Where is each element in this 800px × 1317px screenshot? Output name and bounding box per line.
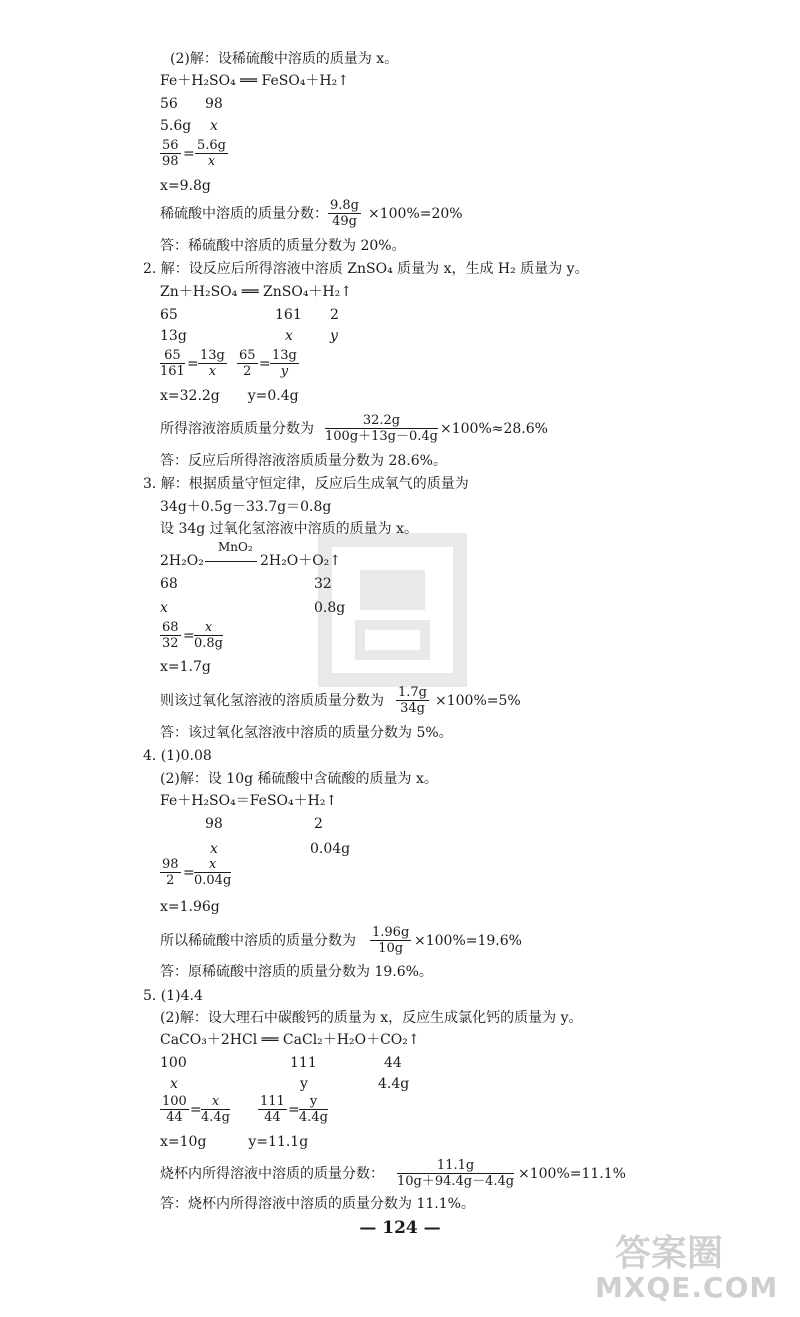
p1-value-fe: 5.6g bbox=[160, 118, 192, 134]
p3-fraction-equals: = bbox=[183, 628, 195, 644]
p2-answer: 答：反应后所得溶液溶质质量分数为 28.6%。 bbox=[160, 453, 447, 469]
frac-den: y bbox=[280, 364, 289, 379]
p1-value-x: x bbox=[210, 118, 218, 134]
frac-num: 111 bbox=[260, 1094, 285, 1109]
p4-fraction-right bbox=[194, 857, 231, 888]
p1-answer: 答：稀硫酸中溶质的质量分数为 20%。 bbox=[160, 238, 406, 254]
p2-mass-zn: 65 bbox=[160, 307, 178, 323]
p3-mass-h2o2: 68 bbox=[160, 576, 178, 592]
p3-result: x=1.7g bbox=[160, 659, 211, 675]
p2-result: x=32.2g y=0.4g bbox=[160, 388, 299, 404]
p3-reaction-arrow bbox=[205, 561, 257, 562]
p4-intro: (2)解：设 10g 稀硫酸中含硫酸的质量为 x。 bbox=[160, 771, 438, 787]
frac-num: 100 bbox=[162, 1094, 187, 1109]
frac-den: 161 bbox=[160, 364, 185, 379]
p3-assumption: 设 34g 过氧化氢溶液中溶质的质量为 x。 bbox=[160, 521, 419, 537]
p4-result: x=1.96g bbox=[160, 899, 220, 915]
frac-num: 13g bbox=[200, 348, 225, 363]
frac-den: 49g bbox=[332, 214, 357, 229]
p2-intro: 2. 解：设反应后所得溶液中溶质 ZnSO₄ 质量为 x，生成 H₂ 质量为 y。 bbox=[143, 261, 589, 277]
frac-den: 0.04g bbox=[194, 873, 232, 888]
p2-fraction-c bbox=[237, 348, 258, 379]
p5-fraction-b bbox=[201, 1094, 230, 1125]
frac-den: x bbox=[207, 154, 216, 169]
p2-fraction-d bbox=[270, 348, 299, 379]
p4-percent-label: 所以稀硫酸中溶质的质量分数为 bbox=[160, 933, 356, 949]
p1-result: x=9.8g bbox=[160, 178, 211, 194]
p3-mass-o2: 32 bbox=[314, 576, 332, 592]
p3-percent-label: 则该过氧化氢溶液的溶质质量分数为 bbox=[160, 693, 384, 709]
site-logo-icon bbox=[595, 1225, 790, 1310]
p3-answer: 答：该过氧化氢溶液中溶质的质量分数为 5%。 bbox=[160, 725, 453, 741]
p2-mass-h2: 2 bbox=[330, 307, 339, 323]
p1-mass-h2so4: 98 bbox=[205, 96, 223, 112]
frac-den: 4.4g bbox=[299, 1110, 328, 1125]
frac-num: y bbox=[299, 1094, 328, 1110]
p5-percent-result: ×100%=11.1% bbox=[518, 1166, 626, 1182]
frac-num: 13g bbox=[272, 348, 297, 363]
p5-value-co2: 4.4g bbox=[378, 1076, 410, 1092]
p5-equation: CaCO₃＋2HCl ══ CaCl₂＋H₂O＋CO₂↑ bbox=[160, 1032, 420, 1048]
p2-equals-2: = bbox=[259, 356, 271, 372]
frac-num: 65 bbox=[160, 348, 185, 364]
frac-den: 98 bbox=[162, 154, 179, 169]
p1-percent-label: 稀硫酸中溶质的质量分数： bbox=[160, 206, 328, 222]
p1-fraction-left bbox=[160, 138, 181, 169]
p4-fraction-left bbox=[160, 857, 181, 888]
p2-percent-result: ×100%≈28.6% bbox=[440, 421, 548, 437]
frac-num: 5.6g bbox=[197, 138, 226, 153]
p3-intro: 3. 解：根据质量守恒定律，反应后生成氧气的质量为 bbox=[143, 476, 469, 492]
p3-mass-calc: 34g＋0.5g－33.7g＝0.8g bbox=[160, 499, 332, 515]
p4-answer: 答：原稀硫酸中溶质的质量分数为 19.6%。 bbox=[160, 964, 433, 980]
p3-equation-right: 2H₂O＋O₂↑ bbox=[260, 553, 342, 569]
p3-value-x: x bbox=[160, 600, 168, 616]
frac-num: 65 bbox=[239, 348, 256, 363]
p2-equals-1: = bbox=[187, 356, 199, 372]
p2-percent-fraction bbox=[325, 413, 438, 444]
p3-equation-left: 2H₂O₂ bbox=[160, 553, 204, 569]
frac-den: 44 bbox=[166, 1110, 183, 1125]
p5-percent-fraction bbox=[397, 1158, 514, 1189]
p5-fraction-a bbox=[160, 1094, 189, 1125]
p2-fraction-b bbox=[198, 348, 227, 379]
frac-den: 100g＋13g－0.4g bbox=[325, 429, 438, 444]
p2-equation: Zn＋H₂SO₄ ══ ZnSO₄＋H₂↑ bbox=[160, 284, 352, 300]
p1-equation: Fe＋H₂SO₄ ══ FeSO₄＋H₂↑ bbox=[160, 73, 349, 89]
frac-den: 32 bbox=[162, 636, 179, 651]
frac-den: 2 bbox=[243, 364, 252, 379]
p1-mass-fe: 56 bbox=[160, 96, 178, 112]
p3-value-o2: 0.8g bbox=[314, 600, 346, 616]
p5-value-y: y bbox=[300, 1076, 308, 1092]
frac-num: 32.2g bbox=[325, 413, 438, 429]
p3-fraction-right bbox=[194, 620, 223, 651]
p4-equation: Fe＋H₂SO₄＝FeSO₄＋H₂↑ bbox=[160, 793, 338, 809]
frac-den: 4.4g bbox=[201, 1110, 230, 1125]
frac-den: 10g bbox=[378, 941, 404, 956]
p5-equals-1: = bbox=[190, 1102, 202, 1118]
p2-mass-znso4: 161 bbox=[275, 307, 302, 323]
p4-fraction-equals: = bbox=[183, 865, 195, 881]
p3-catalyst: MnO₂ bbox=[218, 540, 253, 554]
p4-percent-fraction bbox=[370, 925, 411, 956]
p2-percent-label: 所得溶液溶质质量分数为 bbox=[160, 421, 314, 437]
frac-num: 11.1g bbox=[397, 1158, 514, 1174]
frac-den: 44 bbox=[264, 1110, 281, 1125]
frac-den: 0.8g bbox=[194, 636, 223, 651]
frac-den: x bbox=[208, 364, 217, 379]
p5-fraction-c bbox=[258, 1094, 287, 1125]
p5-percent-label: 烧杯内所得溶液中溶质的质量分数： bbox=[160, 1166, 384, 1182]
page-number: — 124 — bbox=[359, 1218, 441, 1238]
p2-fraction-a bbox=[160, 348, 185, 379]
p1-percent-result: ×100%=20% bbox=[368, 206, 463, 222]
p5-value-x: x bbox=[170, 1076, 178, 1092]
p4-value-h2: 0.04g bbox=[310, 841, 351, 857]
p5-fraction-d bbox=[299, 1094, 328, 1125]
p4-value-x: x bbox=[210, 841, 218, 857]
frac-num: 98 bbox=[162, 857, 179, 872]
frac-den: 10g＋94.4g－4.4g bbox=[397, 1174, 515, 1189]
p5-mass-cacl2: 111 bbox=[290, 1055, 317, 1071]
logo-text-top: 答案圈 bbox=[615, 1233, 724, 1274]
frac-den: 34g bbox=[400, 701, 425, 716]
p2-value-y: y bbox=[330, 328, 338, 344]
p4-part1: 4. (1)0.08 bbox=[143, 748, 212, 764]
p4-percent-result: ×100%=19.6% bbox=[414, 933, 522, 949]
p2-value-x: x bbox=[285, 328, 293, 344]
p3-fraction-left bbox=[160, 620, 181, 651]
frac-num: x bbox=[194, 857, 231, 873]
p1-percent-fraction bbox=[328, 198, 361, 229]
p5-equals-2: = bbox=[288, 1102, 300, 1118]
p5-mass-caco3: 100 bbox=[160, 1055, 187, 1071]
p1-fraction-equals: = bbox=[183, 146, 195, 162]
frac-num: 1.96g bbox=[372, 925, 410, 940]
p4-mass-h2: 2 bbox=[314, 816, 323, 832]
frac-num: 9.8g bbox=[330, 198, 359, 213]
frac-num: 1.7g bbox=[398, 685, 427, 700]
p3-percent-result: ×100%=5% bbox=[435, 693, 521, 709]
frac-den: 2 bbox=[166, 873, 175, 888]
logo-text-bottom: MXQE.COM bbox=[595, 1271, 779, 1304]
frac-num: x bbox=[201, 1094, 230, 1110]
p4-mass-h2so4: 98 bbox=[205, 816, 223, 832]
p5-mass-co2: 44 bbox=[384, 1055, 402, 1071]
frac-num: 68 bbox=[162, 620, 179, 635]
p5-intro: (2)解：设大理石中碳酸钙的质量为 x，反应生成氯化钙的质量为 y。 bbox=[160, 1010, 583, 1026]
p1-fraction-right bbox=[195, 138, 228, 169]
p2-value-zn: 13g bbox=[160, 328, 187, 344]
p3-percent-fraction bbox=[396, 685, 429, 716]
p1-intro: (2)解：设稀硫酸中溶质的质量为 x。 bbox=[170, 51, 399, 67]
p5-result: x=10g y=11.1g bbox=[160, 1134, 309, 1150]
p5-part1: 5. (1)4.4 bbox=[143, 988, 203, 1004]
frac-num: x bbox=[194, 620, 223, 636]
p5-answer: 答：烧杯内所得溶液中溶质的质量分数为 11.1%。 bbox=[160, 1196, 475, 1212]
frac-num: 56 bbox=[162, 138, 179, 153]
